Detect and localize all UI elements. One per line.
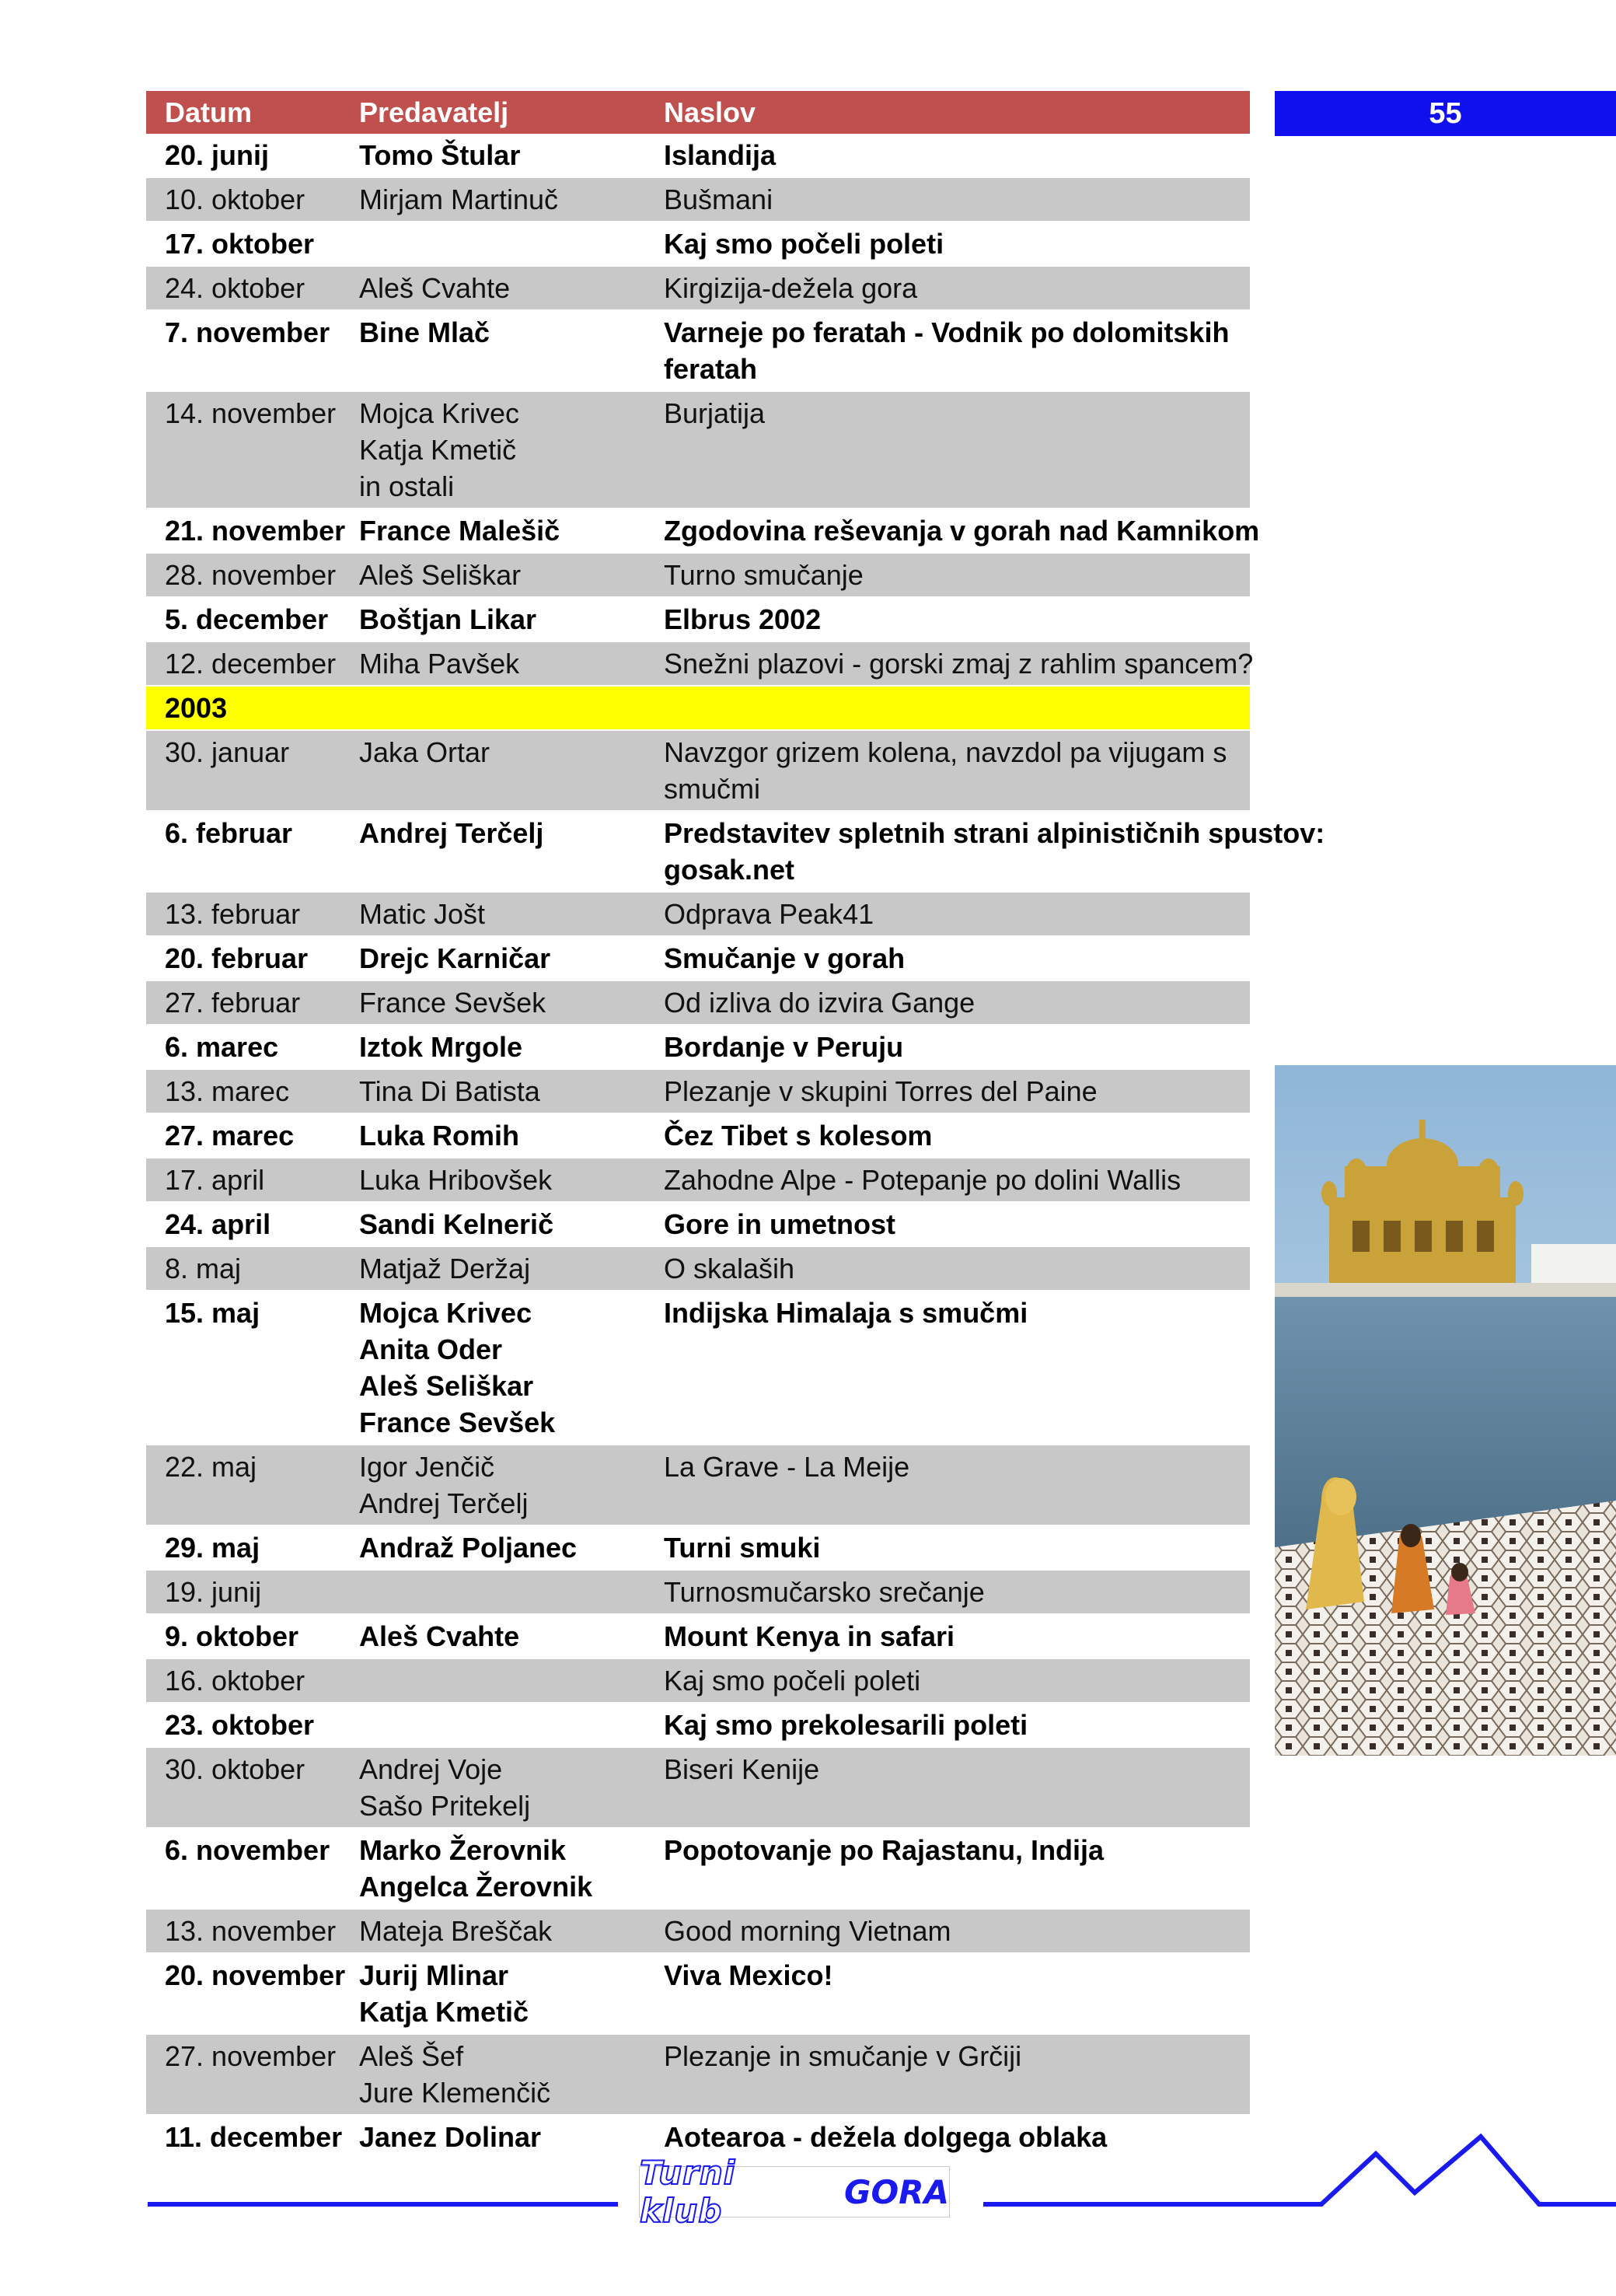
cell-speaker bbox=[340, 1202, 645, 1246]
table-row bbox=[146, 508, 1250, 553]
cell-title bbox=[645, 1113, 1250, 1158]
cell-speaker bbox=[340, 2034, 645, 2115]
lecture-title: Elbrus 2002 bbox=[664, 603, 822, 635]
cell-title bbox=[645, 1614, 1250, 1658]
cell-title bbox=[645, 391, 1250, 508]
cell-title bbox=[645, 597, 1250, 641]
table-row bbox=[146, 1614, 1250, 1658]
cell-speaker bbox=[340, 1246, 645, 1291]
table-row bbox=[146, 1445, 1250, 1525]
speaker-name: Mirjam Martinuč bbox=[359, 183, 559, 215]
speaker-name: Andrej Terčelj bbox=[359, 817, 544, 849]
cell-date: 20. november bbox=[165, 1959, 346, 1991]
cell-date: 28. november bbox=[165, 559, 337, 591]
cell-date: 12. december bbox=[165, 648, 337, 680]
lecture-title: O skalaših bbox=[664, 1253, 795, 1284]
lecture-title-continued: feratah bbox=[664, 353, 758, 385]
club-logo-name: GORA bbox=[843, 2172, 949, 2211]
table-row bbox=[146, 980, 1250, 1025]
header-speaker: Predavatelj bbox=[359, 96, 509, 128]
lecture-title: Gore in umetnost bbox=[664, 1208, 896, 1240]
speaker-name: Janez Dolinar bbox=[359, 2121, 542, 2153]
cell-speaker bbox=[340, 508, 645, 553]
speaker-name: Aleš Seliškar bbox=[359, 559, 522, 591]
cell-speaker bbox=[340, 1703, 645, 1747]
lecture-title: Varneje po feratah - Vodnik po dolomitskih bbox=[664, 316, 1230, 348]
speaker-name: Mojca Krivec bbox=[359, 397, 520, 429]
cell-speaker bbox=[340, 2115, 645, 2159]
header-date: Datum bbox=[165, 96, 253, 128]
lecture-title: Navzgor grizem kolena, navzdol pa vijugam s bbox=[664, 736, 1227, 768]
table-row bbox=[146, 177, 1250, 222]
speaker-name: Katja Kmetič bbox=[359, 434, 517, 466]
cell-title bbox=[645, 1703, 1250, 1747]
footer-rule-left bbox=[148, 2202, 618, 2207]
speaker-name: Jure Klemenčič bbox=[359, 2077, 551, 2109]
cell-date: 27. november bbox=[165, 2040, 337, 2072]
speaker-name: Aleš Cvahte bbox=[359, 1620, 520, 1652]
speaker-name: Andraž Poljanec bbox=[359, 1532, 578, 1564]
speaker-name: France Sevšek bbox=[359, 987, 546, 1019]
mountain-outline-icon bbox=[1275, 2123, 1616, 2216]
table-row bbox=[146, 310, 1250, 391]
cell-speaker bbox=[340, 1445, 645, 1525]
cell-date: 6. februar bbox=[165, 817, 293, 849]
lecture-title: Turnosmučarsko srečanje bbox=[664, 1576, 985, 1608]
header-title: Naslov bbox=[664, 96, 756, 128]
cell-date: 23. oktober bbox=[165, 1709, 315, 1741]
table-header-row bbox=[146, 91, 1250, 134]
cell-speaker bbox=[340, 134, 645, 177]
speaker-name: Matjaž Deržaj bbox=[359, 1253, 531, 1284]
cell-title bbox=[645, 222, 1250, 266]
cell-date: 24. oktober bbox=[165, 272, 305, 304]
cell-title bbox=[645, 553, 1250, 597]
cell-speaker bbox=[340, 936, 645, 980]
lecture-title: Kaj smo počeli poleti bbox=[664, 1665, 921, 1697]
speaker-name: France Malešič bbox=[359, 515, 560, 547]
cell-speaker bbox=[340, 1069, 645, 1113]
club-logo bbox=[639, 2154, 950, 2230]
speaker-name: Igor Jenčič bbox=[359, 1451, 495, 1483]
cell-title bbox=[645, 641, 1254, 686]
table-row bbox=[146, 553, 1250, 597]
cell-date: 22. maj bbox=[165, 1451, 257, 1483]
cell-speaker bbox=[340, 1614, 645, 1658]
cell-date: 21. november bbox=[165, 515, 346, 547]
cell-title bbox=[645, 892, 1250, 936]
table-body bbox=[146, 134, 1325, 2159]
cell-speaker bbox=[340, 1747, 645, 1828]
cell-title bbox=[645, 686, 1250, 730]
lecture-title: Aotearoa - dežela dolgega oblaka bbox=[664, 2121, 1108, 2153]
lecture-title: Predstavitev spletnih strani alpinističnih spustov: bbox=[664, 817, 1325, 849]
cell-date: 24. april bbox=[165, 1208, 271, 1240]
cell-title bbox=[645, 1953, 1250, 2034]
cell-date: 20. junij bbox=[165, 139, 270, 171]
cell-title bbox=[645, 266, 1250, 310]
table-row bbox=[146, 1570, 1250, 1614]
cell-date: 10. oktober bbox=[165, 183, 305, 215]
cell-title bbox=[645, 1158, 1250, 1202]
page-number: 55 bbox=[1275, 91, 1616, 136]
lecture-title-continued: smučmi bbox=[664, 773, 760, 805]
year-divider-row bbox=[146, 686, 1250, 730]
cell-date: 29. maj bbox=[165, 1532, 260, 1564]
cell-title bbox=[645, 1525, 1250, 1570]
table-row bbox=[146, 266, 1250, 310]
footer-rule-right bbox=[983, 2202, 1286, 2207]
table-row bbox=[146, 1158, 1250, 1202]
speaker-name: Miha Pavšek bbox=[359, 648, 520, 680]
lecture-title: Burjatija bbox=[664, 397, 766, 429]
speaker-name: France Sevšek bbox=[359, 1407, 556, 1438]
cell-date: 7. november bbox=[165, 316, 330, 348]
speaker-name: in ostali bbox=[359, 470, 455, 502]
cell-speaker bbox=[340, 1158, 645, 1202]
lecture-title: Bordanje v Peruju bbox=[664, 1031, 904, 1063]
cell-speaker bbox=[340, 811, 645, 892]
speaker-name: Andrej Terčelj bbox=[359, 1487, 529, 1519]
lecture-title: Snežni plazovi - gorski zmaj z rahlim spancem? bbox=[664, 648, 1254, 680]
speaker-name: Boštjan Likar bbox=[359, 603, 537, 635]
cell-speaker bbox=[340, 1025, 645, 1069]
speaker-name: Tina Di Batista bbox=[359, 1075, 540, 1107]
cell-date: 15. maj bbox=[165, 1297, 260, 1329]
lecture-title: Plezanje in smučanje v Grčiji bbox=[664, 2040, 1022, 2072]
speaker-name: Mateja Breščak bbox=[359, 1915, 553, 1947]
cell-title bbox=[645, 1291, 1250, 1445]
lecture-title: Mount Kenya in safari bbox=[664, 1620, 955, 1652]
speaker-name: Tomo Štular bbox=[359, 139, 521, 171]
cell-date: 20. februar bbox=[165, 942, 309, 974]
lecture-title: Kaj smo počeli poleti bbox=[664, 228, 944, 260]
cell-speaker bbox=[340, 641, 645, 686]
speaker-name: Aleš Seliškar bbox=[359, 1370, 534, 1402]
table-row bbox=[146, 1909, 1250, 1953]
cell-date: 6. marec bbox=[165, 1031, 279, 1063]
speaker-name: Jaka Ortar bbox=[359, 736, 490, 768]
cell-date: 13. februar bbox=[165, 898, 301, 930]
lecture-title: Bušmani bbox=[664, 183, 773, 215]
cell-date: 14. november bbox=[165, 397, 337, 429]
cell-speaker bbox=[340, 310, 645, 391]
lecture-title: Čez Tibet s kolesom bbox=[664, 1120, 933, 1151]
cell-date: 17. april bbox=[165, 1164, 265, 1196]
cell-title bbox=[645, 730, 1250, 811]
cell-title bbox=[645, 310, 1250, 391]
table-row bbox=[146, 1246, 1250, 1291]
cell-date: 8. maj bbox=[165, 1253, 242, 1284]
lecture-schedule-table bbox=[146, 91, 1325, 2160]
speaker-name: Anita Oder bbox=[359, 1333, 503, 1365]
speaker-name: Iztok Mrgole bbox=[359, 1031, 523, 1063]
lecture-title: Zahodne Alpe - Potepanje po dolini Wallis bbox=[664, 1164, 1181, 1196]
speaker-name: Angelca Žerovnik bbox=[359, 1871, 593, 1903]
table-row bbox=[146, 2115, 1250, 2159]
cell-speaker bbox=[340, 1291, 645, 1445]
speaker-name: Aleš Cvahte bbox=[359, 272, 511, 304]
speaker-name: Marko Žerovnik bbox=[359, 1834, 567, 1866]
cell-date: 2003 bbox=[165, 692, 228, 724]
cell-date: 5. december bbox=[165, 603, 329, 635]
cell-date: 17. oktober bbox=[165, 228, 315, 260]
cell-date: 30. oktober bbox=[165, 1753, 305, 1785]
cell-title bbox=[645, 1025, 1250, 1069]
lecture-title: Od izliva do izvira Gange bbox=[664, 987, 976, 1019]
cell-date: 30. januar bbox=[165, 736, 290, 768]
lecture-title: Indijska Himalaja s smučmi bbox=[664, 1297, 1028, 1329]
cell-speaker bbox=[340, 391, 645, 508]
cell-speaker bbox=[340, 730, 645, 811]
table-row bbox=[146, 1747, 1250, 1828]
lecture-title: Kirgizija-dežela gora bbox=[664, 272, 918, 304]
cell-date: 9. oktober bbox=[165, 1620, 299, 1652]
cell-title bbox=[645, 811, 1325, 892]
table-row bbox=[146, 936, 1250, 980]
table-row bbox=[146, 1291, 1250, 1445]
lecture-title: Good morning Vietnam bbox=[664, 1915, 951, 1947]
table-row bbox=[146, 1113, 1250, 1158]
table-row bbox=[146, 1703, 1250, 1747]
table-row bbox=[146, 1202, 1250, 1246]
cell-title bbox=[645, 1069, 1250, 1113]
lecture-title: Popotovanje po Rajastanu, Indija bbox=[664, 1834, 1105, 1866]
table-row bbox=[146, 391, 1250, 508]
table-row bbox=[146, 641, 1250, 686]
table-row bbox=[146, 1658, 1250, 1703]
lecture-title: Kaj smo prekolesarili poleti bbox=[664, 1709, 1028, 1741]
cell-title bbox=[645, 134, 1250, 177]
speaker-name: Bine Mlač bbox=[359, 316, 490, 348]
table-row bbox=[146, 730, 1250, 811]
speaker-name: Katja Kmetič bbox=[359, 1996, 529, 2028]
cell-date: 16. oktober bbox=[165, 1665, 305, 1697]
speaker-name: Jurij Mlinar bbox=[359, 1959, 509, 1991]
speaker-name: Sandi Kelnerič bbox=[359, 1208, 554, 1240]
table-row bbox=[146, 222, 1250, 266]
cell-speaker bbox=[340, 1953, 645, 2034]
cell-speaker bbox=[340, 177, 645, 222]
speaker-name: Matic Jošt bbox=[359, 898, 486, 930]
cell-speaker bbox=[340, 222, 645, 266]
table-row bbox=[146, 1828, 1250, 1909]
cell-title bbox=[645, 2034, 1250, 2115]
cell-title bbox=[645, 1828, 1250, 1909]
cell-date: 13. marec bbox=[165, 1075, 290, 1107]
lecture-title: Turno smučanje bbox=[664, 559, 864, 591]
speaker-name: Luka Romih bbox=[359, 1120, 520, 1151]
cell-speaker bbox=[340, 980, 645, 1025]
table-row bbox=[146, 811, 1250, 892]
cell-title bbox=[645, 1570, 1250, 1614]
table-row bbox=[146, 597, 1250, 641]
cell-title bbox=[645, 1747, 1250, 1828]
speaker-name: Aleš Šef bbox=[359, 2040, 464, 2072]
cell-speaker bbox=[340, 1828, 645, 1909]
lecture-title-continued: gosak.net bbox=[664, 854, 795, 886]
cell-speaker bbox=[340, 1909, 645, 1953]
cell-date: 19. junij bbox=[165, 1576, 262, 1608]
cell-title bbox=[645, 508, 1260, 553]
cell-speaker bbox=[340, 1658, 645, 1703]
speaker-name: Sašo Pritekelj bbox=[359, 1790, 531, 1822]
cell-speaker bbox=[340, 597, 645, 641]
table-row bbox=[146, 2034, 1250, 2115]
lecture-title: Smučanje v gorah bbox=[664, 942, 906, 974]
cell-title bbox=[645, 1202, 1250, 1246]
table-row bbox=[146, 1953, 1250, 2034]
cell-date: 27. marec bbox=[165, 1120, 295, 1151]
cell-speaker bbox=[340, 892, 645, 936]
speaker-name: Drejc Karničar bbox=[359, 942, 551, 974]
cell-date: 6. november bbox=[165, 1834, 330, 1866]
cell-date: 13. november bbox=[165, 1915, 337, 1947]
lecture-title: Turni smuki bbox=[664, 1532, 821, 1564]
cell-speaker bbox=[340, 1570, 645, 1614]
cell-title bbox=[645, 936, 1250, 980]
cell-title bbox=[645, 177, 1250, 222]
table-row bbox=[146, 892, 1250, 936]
table-row bbox=[146, 134, 1250, 177]
lecture-title: La Grave - La Meije bbox=[664, 1451, 910, 1483]
cell-title bbox=[645, 1909, 1250, 1953]
table-row bbox=[146, 1025, 1250, 1069]
lecture-title: Zgodovina reševanja v gorah nad Kamnikom bbox=[664, 515, 1260, 547]
cell-date: 11. december bbox=[165, 2121, 343, 2153]
lecture-title: Islandija bbox=[664, 139, 777, 171]
cell-speaker bbox=[340, 1113, 645, 1158]
lecture-title: Biseri Kenije bbox=[664, 1753, 820, 1785]
cell-speaker bbox=[340, 266, 645, 310]
lecture-title: Viva Mexico! bbox=[664, 1959, 833, 1991]
cell-title bbox=[645, 1246, 1250, 1291]
cell-title bbox=[645, 1658, 1250, 1703]
cell-title bbox=[645, 980, 1250, 1025]
speaker-name: Andrej Voje bbox=[359, 1753, 503, 1785]
lecture-title: Plezanje v skupini Torres del Paine bbox=[664, 1075, 1098, 1107]
speaker-name: Mojca Krivec bbox=[359, 1297, 532, 1329]
cell-title bbox=[645, 1445, 1250, 1525]
cell-date: 27. februar bbox=[165, 987, 301, 1019]
cell-speaker bbox=[340, 686, 645, 730]
lecture-title: Odprava Peak41 bbox=[664, 898, 874, 930]
club-logo-text: Turni klub bbox=[640, 2154, 736, 2230]
table-row bbox=[146, 1525, 1250, 1570]
cell-speaker bbox=[340, 1525, 645, 1570]
speaker-name: Luka Hribovšek bbox=[359, 1164, 553, 1196]
cell-speaker bbox=[340, 553, 645, 597]
cell-title bbox=[645, 2115, 1250, 2159]
table-row bbox=[146, 1069, 1250, 1113]
golden-temple-photo bbox=[1275, 1065, 1616, 1756]
